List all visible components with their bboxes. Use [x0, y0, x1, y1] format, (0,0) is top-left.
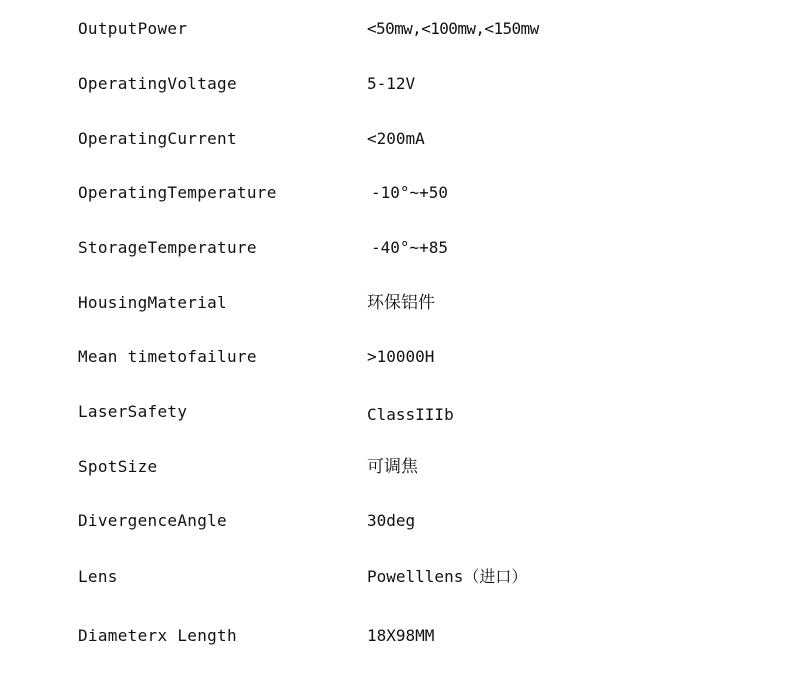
spec-value: ClassIIIb: [367, 405, 454, 424]
spec-value: -10°~+50: [371, 183, 449, 202]
spec-label: SpotSize: [78, 457, 158, 476]
spec-row-diameter-length: [0, 622, 799, 650]
spec-row-divergence-angle: [0, 507, 799, 535]
spec-label: HousingMaterial: [78, 293, 227, 312]
spec-row-operating-current: [0, 125, 799, 153]
spec-label: OperatingTemperature: [78, 183, 277, 202]
spec-label: OutputPower: [78, 19, 188, 38]
spec-row-housing-material: [0, 289, 799, 317]
spec-value: 环保铝件: [367, 293, 435, 313]
spec-row-mean-time-to-failure: [0, 343, 799, 371]
spec-value: -40°~+85: [371, 238, 449, 257]
spec-row-output-power: [0, 15, 799, 43]
spec-row-spot-size: [0, 453, 799, 481]
spec-row-operating-temperature: [0, 179, 799, 207]
spec-value: >10000H: [367, 347, 435, 366]
spec-row-laser-safety: [0, 398, 799, 426]
spec-value: <50mw,<100mw,<150mw: [367, 19, 539, 38]
spec-label: StorageTemperature: [78, 238, 257, 257]
spec-value: 可调焦: [367, 457, 418, 477]
spec-label: LaserSafety: [78, 402, 188, 421]
spec-label: Diameterx Length: [78, 626, 237, 645]
spec-label: Lens: [78, 567, 118, 586]
spec-value: 18X98MM: [367, 626, 435, 645]
spec-label: OperatingVoltage: [78, 74, 237, 93]
spec-value: Powelllens（进口）: [367, 567, 528, 586]
spec-label: Mean timetofailure: [78, 347, 257, 366]
spec-label: OperatingCurrent: [78, 129, 237, 148]
spec-row-storage-temperature: [0, 234, 799, 262]
spec-label: DivergenceAngle: [78, 511, 227, 530]
spec-value: <200mA: [367, 129, 425, 148]
spec-value: 30deg: [367, 511, 416, 530]
spec-value: 5-12V: [367, 74, 416, 93]
spec-row-lens: [0, 563, 799, 591]
spec-row-operating-voltage: [0, 70, 799, 98]
